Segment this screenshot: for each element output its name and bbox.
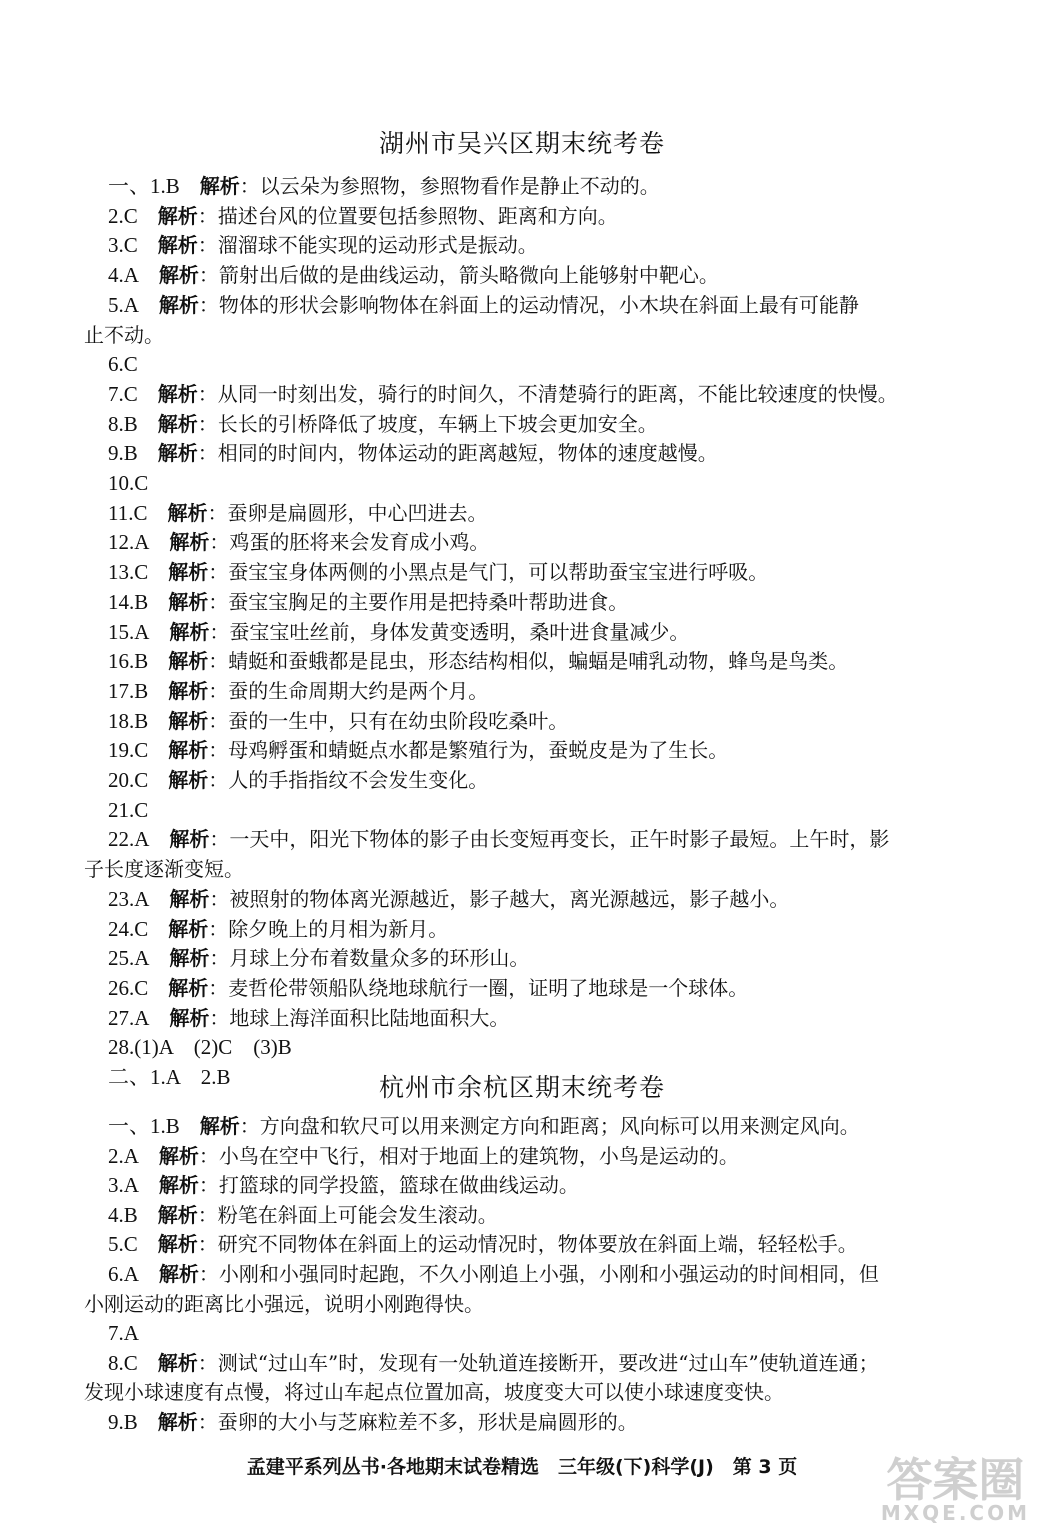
answer-line xyxy=(0,261,719,289)
answer-number: 17.B xyxy=(108,678,149,703)
answer-number: 27.A xyxy=(108,1005,150,1030)
analysis-text: ：以云朵为参照物，参照物看作是静止不动的。 xyxy=(239,174,660,198)
analysis-text: ：月球上分布着数量众多的环形山。 xyxy=(209,946,530,971)
answer-line xyxy=(0,291,859,319)
answer-number: 一、1.B xyxy=(108,1114,180,1138)
analysis-continuation: 止不动。 xyxy=(84,322,164,347)
analysis-label: 解析 xyxy=(169,946,210,971)
analysis-text: ：打篮球的同学投篮，篮球在做曲线运动。 xyxy=(198,1173,579,1198)
answer-number: 一、1.B xyxy=(108,174,180,198)
answer-line xyxy=(0,172,660,200)
answer-number: 3.C xyxy=(108,233,138,258)
answer-line xyxy=(0,588,628,616)
analysis-label: 解析 xyxy=(168,589,209,614)
answer-line xyxy=(0,1230,858,1258)
analysis-text: ：物体的形状会影响物体在斜面上的运动情况，小木块在斜面上最有可能静 xyxy=(198,292,859,317)
answer-number: 21.C xyxy=(108,797,149,822)
watermark-text: 答案圈 xyxy=(886,1453,1025,1507)
analysis-text: ：鸡蛋的胚将来会发育成小鸡。 xyxy=(209,530,490,555)
answer-number: 23.A xyxy=(108,886,150,911)
answer-line xyxy=(0,677,488,705)
analysis-label: 解析 xyxy=(158,1262,199,1286)
answer-number: 20.C xyxy=(108,768,149,792)
analysis-label: 解析 xyxy=(157,1410,198,1434)
page-footer: 孟建平系列丛书·各地期末试卷精选 三年级(下)科学(J) 第 3 页 xyxy=(246,1456,798,1478)
analysis-text: ：测试“过山车”时，发现有一处轨道连接断开，要改进“过山车”使轨道连通； xyxy=(197,1350,879,1375)
analysis-text: ：被照射的物体离光源越近，影子越大，离光源越远，影子越小。 xyxy=(209,886,790,911)
analysis-text: ：蚕宝宝胸足的主要作用是把持桑叶帮助进食。 xyxy=(208,589,629,614)
watermark-logo xyxy=(880,1453,1030,1525)
analysis-text: ：小刚和小强同时起跑，不久小刚追上小强，小刚和小强运动的时间相同，但 xyxy=(198,1262,879,1286)
answer-line xyxy=(0,1349,879,1377)
answer-line xyxy=(0,796,148,824)
answer-number: 2.A xyxy=(108,1143,139,1168)
analysis-text: ：研究不同物体在斜面上的运动情况时，物体要放在斜面上端，轻轻松手。 xyxy=(197,1232,858,1257)
answer-line xyxy=(0,1201,498,1229)
analysis-label: 解析 xyxy=(199,1114,240,1138)
analysis-label: 解析 xyxy=(157,1232,198,1257)
analysis-label: 解析 xyxy=(199,174,240,198)
answer-line xyxy=(0,439,718,467)
watermark-url: MXQE.COM xyxy=(880,1501,1030,1525)
answer-number: 13.C xyxy=(108,560,149,585)
analysis-label: 解析 xyxy=(158,263,199,288)
analysis-continuation: 子长度逐渐变短。 xyxy=(84,857,244,882)
analysis-continuation: 小刚运动的距离比小强远，说明小刚跑得快。 xyxy=(84,1291,484,1316)
answer-line xyxy=(0,885,789,913)
analysis-label: 解析 xyxy=(157,1350,198,1375)
answer-line xyxy=(0,231,538,259)
answer-number: 2.C xyxy=(108,203,138,228)
answer-line xyxy=(0,707,568,735)
answer-number: 12.A xyxy=(108,530,150,555)
answer-number: 26.C xyxy=(108,975,149,1000)
answer-line xyxy=(0,202,618,230)
analysis-text: ：蚕宝宝吐丝前，身体发黄变透明，桑叶进食量减少。 xyxy=(209,619,690,644)
analysis-label: 解析 xyxy=(168,708,209,733)
answer-line xyxy=(0,766,488,794)
answer-line xyxy=(0,1112,860,1140)
analysis-label: 解析 xyxy=(158,1173,199,1198)
analysis-text: ：蜻蜓和蚕蛾都是昆虫，形态结构相似，蝙蝠是哺乳动物，蜂鸟是鸟类。 xyxy=(208,649,849,674)
analysis-text: ：相同的时间内，物体运动的距离越短，物体的速度越慢。 xyxy=(197,441,718,466)
analysis-label: 解析 xyxy=(157,203,198,228)
analysis-label: 解析 xyxy=(168,916,209,941)
answer-line xyxy=(0,350,138,378)
answer-number: 9.B xyxy=(108,1410,138,1434)
answer-line xyxy=(0,558,768,586)
analysis-text: ：蚕宝宝身体两侧的小黑点是气门，可以帮助蚕宝宝进行呼吸。 xyxy=(208,560,769,585)
answer-number: 8.B xyxy=(108,411,138,436)
answer-number: 3.A xyxy=(108,1173,139,1198)
analysis-label: 解析 xyxy=(169,1005,210,1030)
answer-number: 10.C xyxy=(108,471,149,495)
analysis-text: ：粉笔在斜面上可能会发生滚动。 xyxy=(197,1202,498,1227)
analysis-text: ：一天中，阳光下物体的影子由长变短再变长，正午时影子最短。上午时，影 xyxy=(209,827,890,852)
answer-line xyxy=(0,1260,879,1288)
answer-line xyxy=(0,1171,579,1199)
answer-number: 14.B xyxy=(108,589,149,614)
analysis-label: 解析 xyxy=(157,233,198,258)
analysis-label: 解析 xyxy=(157,441,198,466)
answer-line xyxy=(0,1319,139,1347)
answer-line xyxy=(0,974,748,1002)
section-title-hangzhou: 杭州市余杭区期末统考卷 xyxy=(378,1073,665,1102)
answer-line xyxy=(0,647,848,675)
answer-number: 二、1.A 2.B xyxy=(108,1065,231,1089)
analysis-text: ：蚕的一生中，只有在幼虫阶段吃桑叶。 xyxy=(208,708,569,733)
analysis-label: 解析 xyxy=(157,381,198,406)
answer-number: 11.C xyxy=(108,500,148,525)
analysis-text: ：除夕晚上的月相为新月。 xyxy=(208,916,449,941)
analysis-text: ：从同一时刻出发，骑行的时间久，不清楚骑行的距离，不能比较速度的快慢。 xyxy=(197,381,898,406)
answer-line xyxy=(0,410,658,438)
answer-line xyxy=(0,618,689,646)
analysis-text: ：箭射出后做的是曲线运动，箭头略微向上能够射中靶心。 xyxy=(198,263,719,288)
analysis-label: 解析 xyxy=(169,886,210,911)
analysis-text: ：人的手指指纹不会发生变化。 xyxy=(208,768,489,792)
answer-number: 15.A xyxy=(108,619,150,644)
answer-line xyxy=(0,915,448,943)
answer-line xyxy=(0,528,489,556)
analysis-label: 解析 xyxy=(168,768,209,792)
answer-line xyxy=(0,1142,739,1170)
analysis-text: ：地球上海洋面积比陆地面积大。 xyxy=(209,1005,510,1030)
answer-number: 16.B xyxy=(108,649,149,674)
answer-number: 25.A xyxy=(108,946,150,971)
analysis-label: 解析 xyxy=(157,411,198,436)
answer-line xyxy=(0,469,148,497)
answer-number: 5.A xyxy=(108,292,139,317)
analysis-label: 解析 xyxy=(168,678,209,703)
answer-number: 8.C xyxy=(108,1350,138,1375)
answer-line xyxy=(0,825,889,853)
analysis-label: 解析 xyxy=(158,1143,199,1168)
answer-number: 19.C xyxy=(108,738,149,763)
answer-number: 7.C xyxy=(108,381,138,406)
answer-number: 9.B xyxy=(108,441,138,466)
answer-number: 7.A xyxy=(108,1321,139,1346)
answer-number: 18.B xyxy=(108,708,149,733)
answer-line xyxy=(0,944,529,972)
analysis-label: 解析 xyxy=(169,619,210,644)
analysis-continuation: 发现小球速度有点慢，将过山车起点位置加高，坡度变大可以使小球速度变快。 xyxy=(84,1380,784,1405)
answer-line xyxy=(0,736,728,764)
analysis-label: 解析 xyxy=(169,827,210,852)
answer-number: 22.A xyxy=(108,827,150,852)
answer-number: 6.A xyxy=(108,1262,139,1286)
analysis-text: ：溜溜球不能实现的运动形式是振动。 xyxy=(197,233,538,258)
answer-line xyxy=(0,1408,638,1436)
analysis-label: 解析 xyxy=(168,649,209,674)
answer-number: 24.C xyxy=(108,916,149,941)
answer-line xyxy=(0,499,487,527)
analysis-text: ：蚕卵是扁圆形，中心凹进去。 xyxy=(207,500,488,525)
analysis-text: ：麦哲伦带领船队绕地球航行一圈，证明了地球是一个球体。 xyxy=(208,975,749,1000)
analysis-label: 解析 xyxy=(169,530,210,555)
analysis-text: ：蚕卵的大小与芝麻粒差不多，形状是扁圆形的。 xyxy=(197,1410,638,1434)
answer-number: 5.C xyxy=(108,1232,138,1257)
section-title-huzhou: 湖州市吴兴区期末统考卷 xyxy=(378,129,665,158)
analysis-text: ：蚕的生命周期大约是两个月。 xyxy=(208,678,489,703)
analysis-label: 解析 xyxy=(168,560,209,585)
analysis-label: 解析 xyxy=(158,292,199,317)
analysis-text: ：母鸡孵蛋和蜻蜓点水都是繁殖行为，蚕蜕皮是为了生长。 xyxy=(208,738,729,763)
answer-number: 28.(1)A (2)C (3)B xyxy=(108,1035,292,1060)
answer-line xyxy=(0,1004,509,1032)
answer-number: 6.C xyxy=(108,352,138,377)
answer-line xyxy=(0,380,898,408)
analysis-text: ：长长的引桥降低了坡度，车辆上下坡会更加安全。 xyxy=(197,411,658,436)
analysis-label: 解析 xyxy=(168,738,209,763)
analysis-label: 解析 xyxy=(168,975,209,1000)
answer-number: 4.A xyxy=(108,263,139,288)
analysis-text: ：小鸟在空中飞行，相对于地面上的建筑物，小鸟是运动的。 xyxy=(198,1143,739,1168)
analysis-label: 解析 xyxy=(157,1202,198,1227)
answer-line xyxy=(0,1033,292,1061)
analysis-text: ：描述台风的位置要包括参照物、距离和方向。 xyxy=(197,203,618,228)
analysis-text: ：方向盘和软尺可以用来测定方向和距离；风向标可以用来测定风向。 xyxy=(239,1114,860,1138)
analysis-label: 解析 xyxy=(167,500,208,525)
answer-number: 4.B xyxy=(108,1202,138,1227)
